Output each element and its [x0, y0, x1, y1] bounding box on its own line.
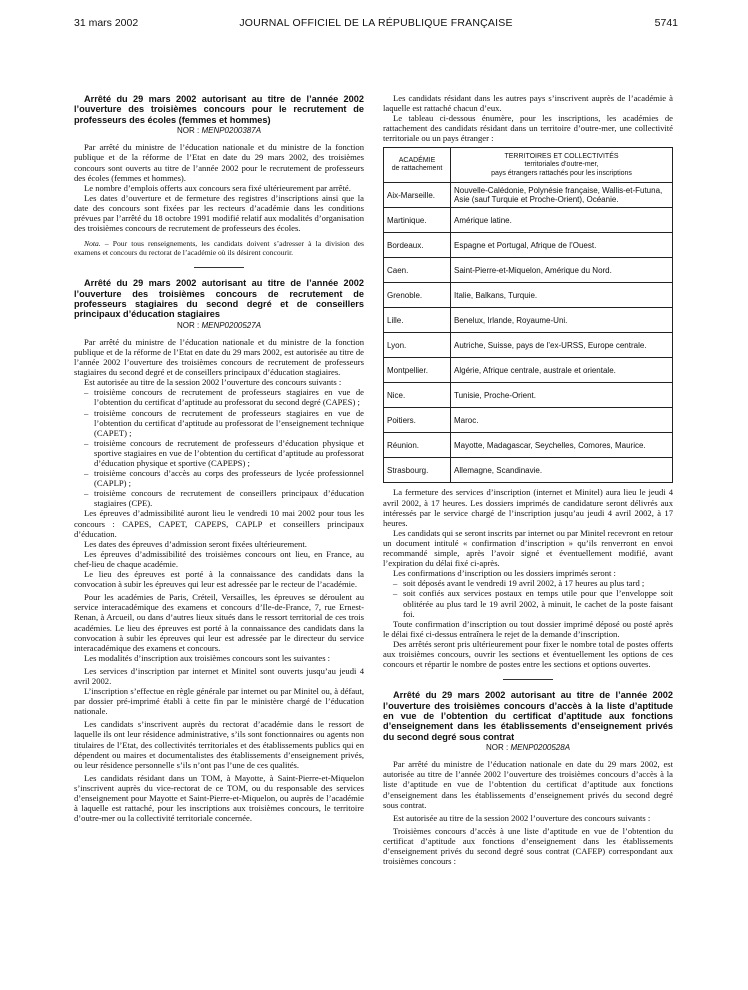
list-item: – troisième concours de recrutement de professeurs stagiaires en vue de l’obtention du certificat d’aptitude au professorat du second degré (CAPES) ; [84, 387, 364, 407]
article-1-title: Arrêté du 29 mars 2002 autorisant au titre de l’année 2002 l’ouverture des troisièmes concours pour le recrutement de professeurs des écoles (femmes et hommes) [74, 94, 364, 125]
cell-academie: Aix-Marseille. [384, 183, 451, 208]
column-header-territoires: TERRITOIRES ET COLLECTIVITÉS territoriales d’outre-mer, pays étrangers rattachés pour les inscriptions [451, 148, 673, 183]
table-row [384, 408, 673, 433]
cell-academie: Réunion. [384, 433, 451, 458]
article-2-title: Arrêté du 29 mars 2002 autorisant au titre de l’année 2002 l’ouverture des troisièmes concours de recrutement de professeurs stagiaires du second degré et de conseillers principaux d’éducation stagiaires [74, 278, 364, 320]
paragraph: Les services d’inscription par internet et Minitel sont ouverts jusqu’au jeudi 4 avril 2002. [74, 665, 364, 686]
left-column [74, 94, 364, 823]
cell-academie: Strasbourg. [384, 458, 451, 483]
paragraph: Le tableau ci-dessous énumère, pour les inscriptions, les académies de rattachement des candidats résidant dans un territoire d’outre-mer, une collectivité territoriale ou un pays étranger : [383, 113, 673, 144]
nor-code: MENP0200527A [201, 320, 262, 330]
academies-table [383, 147, 673, 483]
article-3-nor [383, 743, 673, 753]
cell-academie: Lille. [384, 308, 451, 333]
cell-territoires: Algérie, Afrique centrale, australe et orientale. [451, 358, 673, 383]
article-separator [194, 267, 244, 268]
nor-label: NOR : [176, 126, 200, 136]
paragraph: Les candidats qui se seront inscrits par internet ou par Minitel recevront en retour un document intitulé « confirmation d’inscription » qu’ils renverront en envoi recommandé simple, après l’avoir signé et éventuellement modifié, avant l’expiration du délai fixé ci-après. [383, 527, 673, 569]
paragraph: Par arrêté du ministre de l’éducation nationale en date du 29 mars 2002, est autorisée au titre de l’année 2002 l’ouverture des troisièmes concours d’accès à la liste d’aptitude en vue de l’obtention du certificat d’aptitude aux fonctions d’enseignement dans les établissements d’enseignement privés du second degré sous contrat. [383, 759, 673, 810]
paragraph: Est autorisée au titre de la session 2002 l’ouverture des concours suivants : [84, 377, 342, 388]
paragraph: La fermeture des services d’inscription (internet et Minitel) aura lieu le jeudi 4 avril 2002, à 17 heures. Les dossiers imprimés de candidature seront délivrés aux intéressés par le service chargé de l’inscription jusqu’au jeudi 4 avril 2002, à 17 heures. [383, 487, 673, 528]
article-1-note [74, 239, 364, 257]
article-separator [503, 679, 553, 680]
table-row [384, 183, 673, 208]
paragraph: Les épreuves d’admissibilité auront lieu le vendredi 10 mai 2002 pour tous les concours : CAPES, CAPET, CAPEPS, CAPLP et conseillers principaux d’éducation. [74, 508, 364, 539]
list-item: – troisième concours de recrutement de conseillers principaux d’éducation stagiaires (CPE). [84, 488, 364, 508]
paragraph: Les dates d’ouverture et de fermeture des registres d’inscriptions ainsi que la date des concours sont fixées par les recteurs d’académie dans les conditions prévues par l’arrêté du 18 octobre 1991 modifié relatif aux modalités d’organisation des troisièmes concours de recrutement de professeurs des écoles. [74, 192, 364, 234]
paragraph: Pour les académies de Paris, Créteil, Versailles, les épreuves se déroulent au service interacadémique des examens et concours d’Ile-de-France, 7, rue Ernest-Renan, à Arcueil, ou dans d’autres lieux situés dans le ressort territorial de ces trois académies. Le lieu des épreuves est porté à la connaissance des candidats dans la convocation à subir les épreuves qui leur est adressée par le directeur du service interacadémique des examens et concours. [74, 592, 364, 653]
cell-territoires: Amérique latine. [451, 208, 673, 233]
paragraph: Des arrêtés seront pris ultérieurement pour fixer le nombre total de postes offerts aux troisièmes concours, ouvrir les sections et éventuellement les options de ces concours et répartir le nombre de postes entre les sections et options ouvertes. [383, 638, 673, 670]
cell-academie: Poitiers. [384, 408, 451, 433]
cell-academie: Lyon. [384, 333, 451, 358]
cell-territoires: Nouvelle-Calédonie, Polynésie française, Wallis-et-Futuna, Asie (sauf Turquie et Proche-Orient), Océanie. [451, 183, 673, 208]
paragraph: Par arrêté du ministre de l’éducation nationale et du ministre de la fonction publique et de la réforme de l’Etat en date du 29 mars 2002, est autorisée au titre de l’année 2002 l’ouverture des troisièmes concours de recrutement de professeurs stagiaires du second degré et de conseillers principaux d’éducation stagiaires. [74, 336, 364, 378]
table-header-row [384, 148, 673, 183]
cell-academie: Martinique. [384, 208, 451, 233]
page-header [74, 17, 678, 33]
table-row [384, 283, 673, 308]
deadline-list [383, 578, 673, 618]
paragraph: Le nombre d’emplois offerts aux concours sera fixé ultérieurement par arrêté. [84, 182, 351, 193]
table-row [384, 308, 673, 333]
cell-territoires: Autriche, Suisse, pays de l’ex-URSS, Europe centrale. [451, 333, 673, 358]
cell-territoires: Benelux, Irlande, Royaume-Uni. [451, 308, 673, 333]
paragraph: Par arrêté du ministre de l’éducation nationale et du ministre de la fonction publique et de la réforme de l’Etat en date du 29 mars 2002, des troisièmes concours sont ouverts au titre de l’année 2002 pour le recrutement de professeurs des écoles (femmes et hommes). [74, 142, 364, 183]
nor-code: MENP0200387A [201, 126, 262, 136]
cell-territoires: Espagne et Portugal, Afrique de l’Ouest. [451, 233, 673, 258]
article-3-title: Arrêté du 29 mars 2002 autorisant au titre de l’année 2002 l’ouverture des troisièmes concours d’accès à la liste d’aptitude en vue de l’obtention du certificat d’aptitude aux fonctions d’enseignement dans les établissements d’enseignement privés du second degré sous contrat [383, 690, 673, 742]
paragraph: Toute confirmation d’inscription ou tout dossier imprimé déposé ou posté après le délai fixé ci-dessus entraînera le rejet de la demande d’inscription. [383, 618, 673, 639]
paragraph: L’inscription s’effectue en règle générale par internet ou par Minitel ou, à défaut, par dossier pré-imprimé établi à cette fin par le ministère chargé de l’éducation nationale. [74, 686, 364, 717]
table-row [384, 383, 673, 408]
table-row [384, 258, 673, 283]
list-item: – soit confiés aux services postaux en temps utile pour que l’enveloppe soit oblitérée au plus tard le 19 avril 2002, à minuit, le cachet de la poste faisant foi. [393, 588, 673, 618]
paragraph: Les candidats résidant dans un TOM, à Mayotte, à Saint-Pierre-et-Miquelon s’inscrivent auprès du vice-rectorat de ce TOM, ou du responsable des services d’enseignement pour Mayotte et Saint-Pierre-et-Miquelon, ou auprès de l’académie à laquelle est rattaché, pour les inscriptions aux troisièmes concours, le territoire d’outre-mer ou la collectivité territoriale concernée. [74, 772, 364, 824]
table-row [384, 208, 673, 233]
table-row [384, 358, 673, 383]
paragraph: Les modalités d’inscription aux troisièmes concours sont les suivantes : [84, 652, 331, 663]
nor-code: MENP0200528A [510, 743, 571, 753]
list-item: – troisième concours d’accès au corps des professeurs de lycée professionnel (CAPLP) ; [84, 468, 364, 488]
paragraph: Les dates des épreuves d’admission seront fixées ultérieurement. [84, 538, 307, 549]
article-1-nor [74, 126, 364, 136]
table-row [384, 458, 673, 483]
list-item: – troisième concours de recrutement de professeurs d’éducation physique et sportive stagiaires en vue de l’obtention du certificat d’aptitude au professorat d’éducation physique et sportive (CAPEPS) ; [84, 438, 364, 468]
cell-territoires: Allemagne, Scandinavie. [451, 458, 673, 483]
paragraph: Troisièmes concours d’accès à une liste d’aptitude en vue de l’obtention du certificat d’aptitude aux fonctions d’enseignement dans les établissements d’enseignement privés du second degré sous contrat (CAFEP) correspondant aux troisièmes concours : [383, 825, 673, 867]
cell-academie: Bordeaux. [384, 233, 451, 258]
cell-territoires: Mayotte, Madagascar, Seychelles, Comores, Maurice. [451, 433, 673, 458]
cell-territoires: Tunisie, Proche-Orient. [451, 383, 673, 408]
paragraph: Les candidats s’inscrivent auprès du rectorat d’académie dans le ressort de laquelle ils ont leur résidence administrative, s’ils sont fonctionnaires ou agents non titulaires de l’Etat, des collectivités territoriales et des établissements publics qui en dépendent ou maires et documentalistes des établissements d’enseignement privés, ou leur résidence personnelle s’ils n’ont pas l’une de ces qualités. [74, 719, 364, 770]
table-row [384, 233, 673, 258]
list-item: – soit déposés avant le vendredi 19 avril 2002, à 17 heures au plus tard ; [393, 578, 673, 588]
cell-territoires: Maroc. [451, 408, 673, 433]
header-page-number: 5741 [654, 17, 678, 29]
cell-academie: Grenoble. [384, 283, 451, 308]
table-row [384, 433, 673, 458]
article-2-nor [74, 321, 364, 331]
cell-academie: Montpellier. [384, 358, 451, 383]
list-item: – troisième concours de recrutement de professeurs stagiaires en vue de l’obtention du certificat d’aptitude au professorat de l’enseignement technique (CAPET) ; [84, 408, 364, 438]
cell-territoires: Saint-Pierre-et-Miquelon, Amérique du Nord. [451, 258, 673, 283]
concours-list [74, 387, 364, 508]
header-date: 31 mars 2002 [74, 17, 139, 29]
note-label: Nota. [84, 239, 101, 249]
paragraph: Est autorisée au titre de la session 2002 l’ouverture des concours suivants : [393, 812, 651, 823]
cell-academie: Nice. [384, 383, 451, 408]
right-column [383, 93, 673, 866]
cell-territoires: Italie, Balkans, Turquie. [451, 283, 673, 308]
cell-academie: Caen. [384, 258, 451, 283]
nor-label: NOR : [485, 743, 509, 753]
note-text: – Pour tous renseignements, les candidats doivent s’adresser à la division des examens et concours du rectorat de l’académie où ils désirent concourir. [74, 239, 364, 258]
paragraph: Les épreuves d’admissibilité des troisièmes concours ont lieu, en France, au chef-lieu de chaque académie. [74, 548, 364, 569]
column-header-academie: ACADÉMIE de rattachement [384, 148, 451, 183]
nor-label: NOR : [176, 320, 200, 330]
paragraph: Les confirmations d’inscription ou les dossiers imprimés seront : [393, 568, 616, 579]
header-journal-title: JOURNAL OFFICIEL DE LA RÉPUBLIQUE FRANÇAISE [239, 17, 513, 29]
table-row [384, 333, 673, 358]
paragraph: Les candidats résidant dans les autres pays s’inscrivent auprès de l’académie à laquelle est rattaché chacun d’eux. [383, 93, 673, 114]
paragraph: Le lieu des épreuves est porté à la connaissance des candidats dans la convocation à subir les épreuves qui leur est adressée par le recteur de l’académie. [74, 569, 364, 590]
